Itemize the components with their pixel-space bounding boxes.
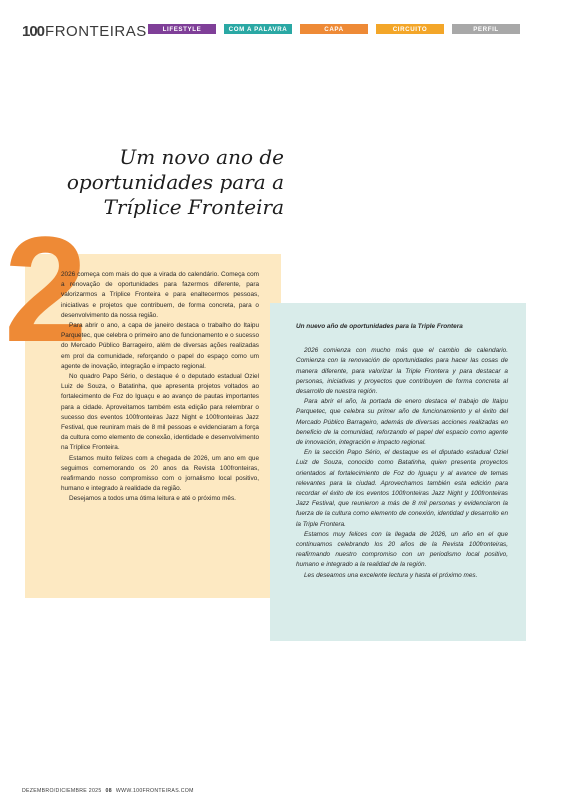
paragraph: 2026 comienza con mucho más que el cambio de calendario. Comienza con la renovación de oportunidades para hacer las cosas de manera diferente, para valorizar la Triple Frontera y para destacar a personas, iniciativas y proyectos que contribuyen de forma concreta al desarrollo de nuestra región. xyxy=(296,347,508,396)
page-number: 08 xyxy=(105,788,112,794)
paragraph: Estamos muy felices con la llegada de 2026, un año en el que continuamos celebrando los 20 años de la Revista 100fronteiras, reafirmando nuestro compromiso con un periodismo local positivo, humano e integrado a la realidad de la región. xyxy=(296,530,508,569)
logo-word: FRONTEIRAS xyxy=(45,23,147,40)
title-line: Um novo ano de xyxy=(119,145,284,169)
paragraph: Para abrir o ano, a capa de janeiro destaca o trabalho do Itaipu Parquetec, que celebra o primeiro ano de funcionamento e o sucesso do Mercado Público Barrageiro, além de diversas ações realizadas em prol da comunidade, reforçando o papel do espaço como um agente de inovação, integração e impacto regional. xyxy=(61,322,259,370)
website-link[interactable]: WWW.100FRONTEIRAS.COM xyxy=(115,788,194,794)
spanish-title: Un nuevo año de oportunidades para la Triple Frontera xyxy=(296,323,463,330)
title-line: oportunidades para a xyxy=(66,170,284,194)
tab-com-a-palavra[interactable]: COM A PALAVRA xyxy=(224,24,292,34)
magazine-logo[interactable] xyxy=(22,23,147,40)
title-line: Tríplice Fronteira xyxy=(103,195,284,219)
tab-perfil[interactable]: PERFIL xyxy=(452,24,520,34)
tab-circuito[interactable]: CIRCUITO xyxy=(376,24,444,34)
decorative-big-number: 2 xyxy=(4,205,88,373)
tab-lifestyle[interactable]: LIFESTYLE xyxy=(148,24,216,34)
portuguese-editorial xyxy=(61,270,259,505)
paragraph: Desejamos a todos uma ótima leitura e até o próximo mês. xyxy=(69,495,236,503)
tab-capa[interactable]: CAPA xyxy=(300,24,368,34)
paragraph: Estamos muito felizes com a chegada de 2026, um ano em que seguimos comemorando os 20 anos da Revista 100fronteiras, reafirmando nosso compromisso com o jornalismo local positivo, humano e integrado à realidade da região. xyxy=(61,454,259,493)
paragraph: 2026 começa com mais do que a virada do calendário. Começa com a renovação de oportunidades para fazermos diferente, para valorizarmos a Tríplice Fronteira e para enaltecermos pessoas, iniciativas e projetos que contribuem, de forma concreta, para o desenvolvimento da nossa região. xyxy=(61,271,259,319)
paragraph: No quadro Papo Sério, o destaque é o deputado estadual Oziel Luiz de Souza, o Batatinha, que apresenta projetos voltados ao fortalecimento de Foz do Iguaçu e ao avanço de pautas importantes para a cidade. Aproveitamos também esta edição para relembrar o sucesso dos eventos 100fronteiras Jazz Night e 100fronteiras Jazz Festival, que reuniram mais de 8 mil pessoas e evidenciaram a força da cultura como elemento de conexão, identidade e desenvolvimento na Tríplice Fronteira. xyxy=(61,373,259,452)
paragraph: Para abrir el año, la portada de enero destaca el trabajo de Itaipu Parquetec, que celebra su primer año de funcionamiento y el éxito del Mercado Público Barrageiro, además de diversas acciones realizadas en beneficio de la comunidad, reforzando el papel del espacio como agente de innovación, integración e impacto regional. xyxy=(296,398,508,447)
issue-date: DEZEMBRO/DICIEMBRE 2025 xyxy=(22,788,102,794)
logo-number: 100 xyxy=(22,23,45,40)
page-footer xyxy=(22,788,194,794)
section-nav xyxy=(148,24,520,34)
paragraph: Les deseamos una excelente lectura y hasta el próximo mes. xyxy=(304,571,478,579)
spanish-editorial xyxy=(296,322,508,581)
paragraph: En la sección Papo Sério, el destaque es el diputado estadual Oziel Luiz de Souza, conocido como Batatinha, quien presenta proyectos orientados al fortalecimiento de Foz do Iguaçu y al avance de temas relevantes para la ciudad. Aprovechamos también esta edición para recordar el éxito de los eventos 100fronteiras Jazz Night y 100fronteiras Jazz Festival, que reunieron a más de 8 mil personas y evidenciaron la fuerza de la cultura como elemento de conexión, identidad y desarrollo en la Triple Frontera. xyxy=(296,449,508,528)
